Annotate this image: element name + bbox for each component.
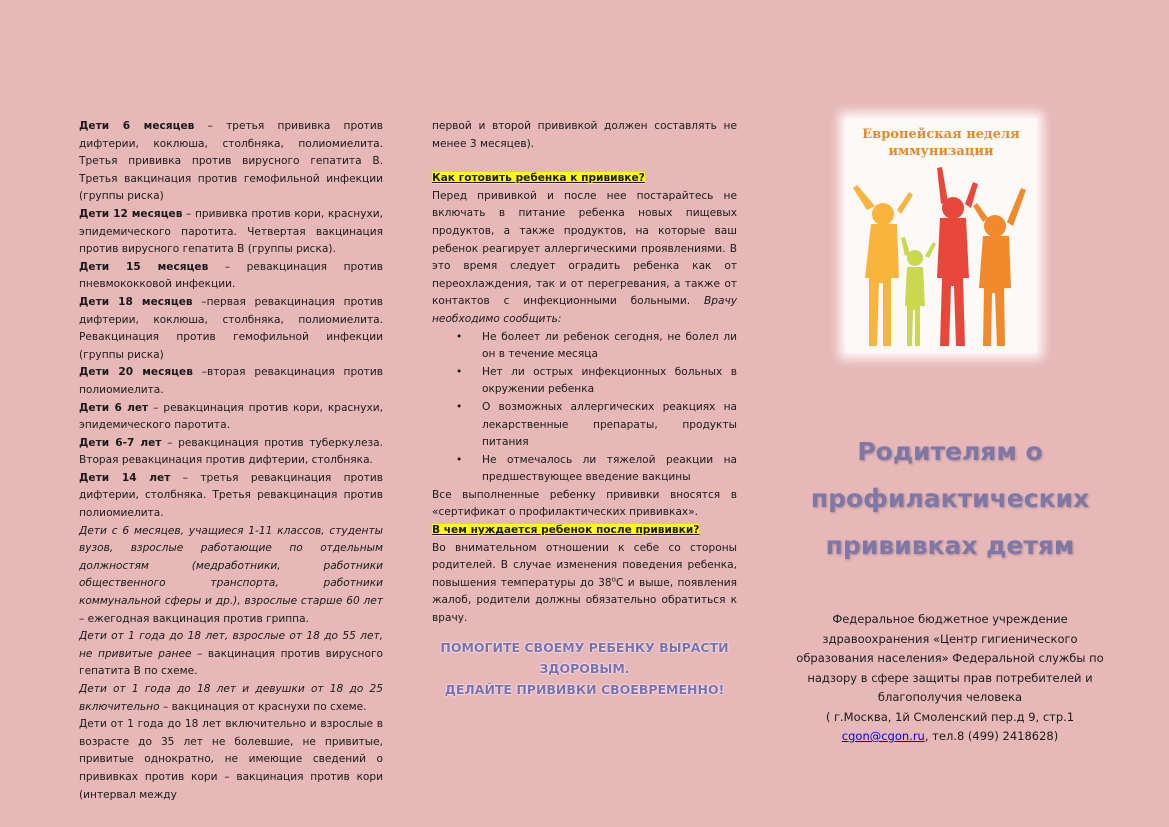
- list-item: • Не болеет ли ребенок сегодня, не болел ли он в течение месяца: [456, 330, 737, 361]
- schedule-6-7-years: Дети 6-7 лет – ревакцинация против туберкулеза. Вторая ревакцинация против дифтерии, столбняка.: [79, 436, 383, 467]
- schedule-flu: Дети с 6 месяцев, учащиеся 1-11 классов, студенты вузов, взрослые работающие по отдельным должностям (медработники, работники общественного транспорта, работники коммунальной сферы и др.), взрослые старше 60 лет – ежегодная вакцинация против гриппа.: [79, 524, 383, 625]
- schedule-18-months: Дети 18 месяцев –первая ревакцинация против дифтерии, коклюша, столбняка, полиомиелита. Ревакцинация против гемофильной инфекции (группы риска): [79, 295, 383, 361]
- doctor-info-list: [432, 329, 737, 487]
- vaccination-schedule-column: [79, 118, 383, 804]
- after-paragraph: Во внимательном отношении к себе со стороны родителей. В случае изменения поведения ребенка, повышения температуры до $38^оС$ и выше, появления жалоб, родители должны обязательно обратиться к врачу.: [432, 541, 737, 625]
- list-item: • Не отмечалось ли тяжелой реакции на предшествующее введение вакцины: [456, 453, 737, 484]
- preparation-column: [432, 118, 737, 628]
- schedule-measles: Дети от 1 года до 18 лет включительно и взрослые в возрасте до 35 лет не болевшие, не привитые, привитые однократно, не имеющие сведений о прививках против кори – вакцинация против кори (интервал между: [79, 718, 383, 801]
- bullet-icon: •: [456, 400, 463, 413]
- schedule-6-months: Дети 6 месяцев – третья прививка против дифтерии, коклюша, столбняка, полиомиелита. Третья прививка против вирусного гепатита В. Третья вакцинация против гемофильной инфекции (группы риска): [79, 120, 383, 203]
- interval-continuation: первой и второй прививкой должен составлять не менее 3 месяцев).: [432, 120, 737, 150]
- schedule-6-years: Дети 6 лет – ревакцинация против кори, краснухи, эпидемического паротита.: [79, 401, 383, 432]
- schedule-14-years: Дети 14 лет – третья ревакцинация против дифтерии, столбняка. Третья ревакцинация против полиомиелита.: [79, 471, 383, 520]
- heading-prepare: Как готовить ребенка к прививке?: [432, 172, 645, 185]
- immunization-week-poster: [845, 118, 1037, 353]
- bullet-icon: •: [456, 330, 463, 343]
- spacer: [432, 153, 737, 170]
- slogan: ПОМОГИТЕ СВОЕМУ РЕБЕНКУ ВЫРАСТИ ЗДОРОВЫМ. ДЕЛАЙТЕ ПРИВИВКИ СВОЕВРЕМЕННО!: [440, 640, 729, 697]
- poster-title: Европейская неделя иммунизации: [862, 127, 1020, 159]
- heading-after: В чем нуждается ребенок после прививки?: [432, 524, 700, 537]
- schedule-12-months: Дети 12 месяцев – прививка против кори, краснухи, эпидемического паротита. Четвертая вакцинация против вирусного гепатита В (группы риска).: [79, 207, 383, 256]
- schedule-hepatitis: Дети от 1 года до 18 лет, взрослые от 18 до 55 лет, не привитые ранее – вакцинация против вирусного гепатита В по схеме.: [79, 630, 384, 678]
- schedule-rubella: Дети от 1 года до 18 лет и девушки от 18 до 25 включительно – вакцинация от краснухи по схеме.: [79, 683, 383, 713]
- brochure-title: Родителям о профилактических прививках детям: [810, 437, 1090, 560]
- list-item: • О возможных аллергических реакциях на лекарственные препараты, продукты питания: [456, 400, 737, 449]
- bullet-icon: •: [456, 453, 463, 466]
- email-link[interactable]: cgon@cgon.ru: [841, 729, 925, 743]
- list-item: • Нет ли острых инфекционных больных в окружении ребенка: [456, 365, 737, 396]
- schedule-15-months: Дети 15 месяцев – ревакцинация против пневмококковой инфекции.: [79, 260, 383, 291]
- prepare-paragraph: Перед прививкой и после нее постарайтесь не включать в питание ребенка новых пищевых продуктов, а также продуктов, на которые ваш ребенок реагирует аллергическими проявлениями. В это время следует оградить ребенка как от переохлаждения, так и от перегревания, а также от контактов с инфекционными больными. Врачу необходимо сообщить:: [432, 189, 737, 325]
- bullet-icon: •: [456, 365, 463, 378]
- organization-info: Федеральное бюджетное учреждение здравоохранения «Центр гигиенического образования населения» Федеральной службы по надзору в сфере защиты прав потребителей и благополучия человека ( г.Москва, 1й Смоленский пер.д 9, стр.1 cgon@cgon.ru, тел.8 (499) 2418628): [790, 610, 1110, 747]
- certificate-paragraph: Все выполненные ребенку прививки вносятся в «сертификат о профилактических прививках».: [432, 488, 737, 519]
- schedule-20-months: Дети 20 месяцев –вторая ревакцинация против полиомиелита.: [79, 366, 383, 396]
- contact-line: cgon@cgon.ru, тел.8 (499) 2418628): [841, 729, 1059, 743]
